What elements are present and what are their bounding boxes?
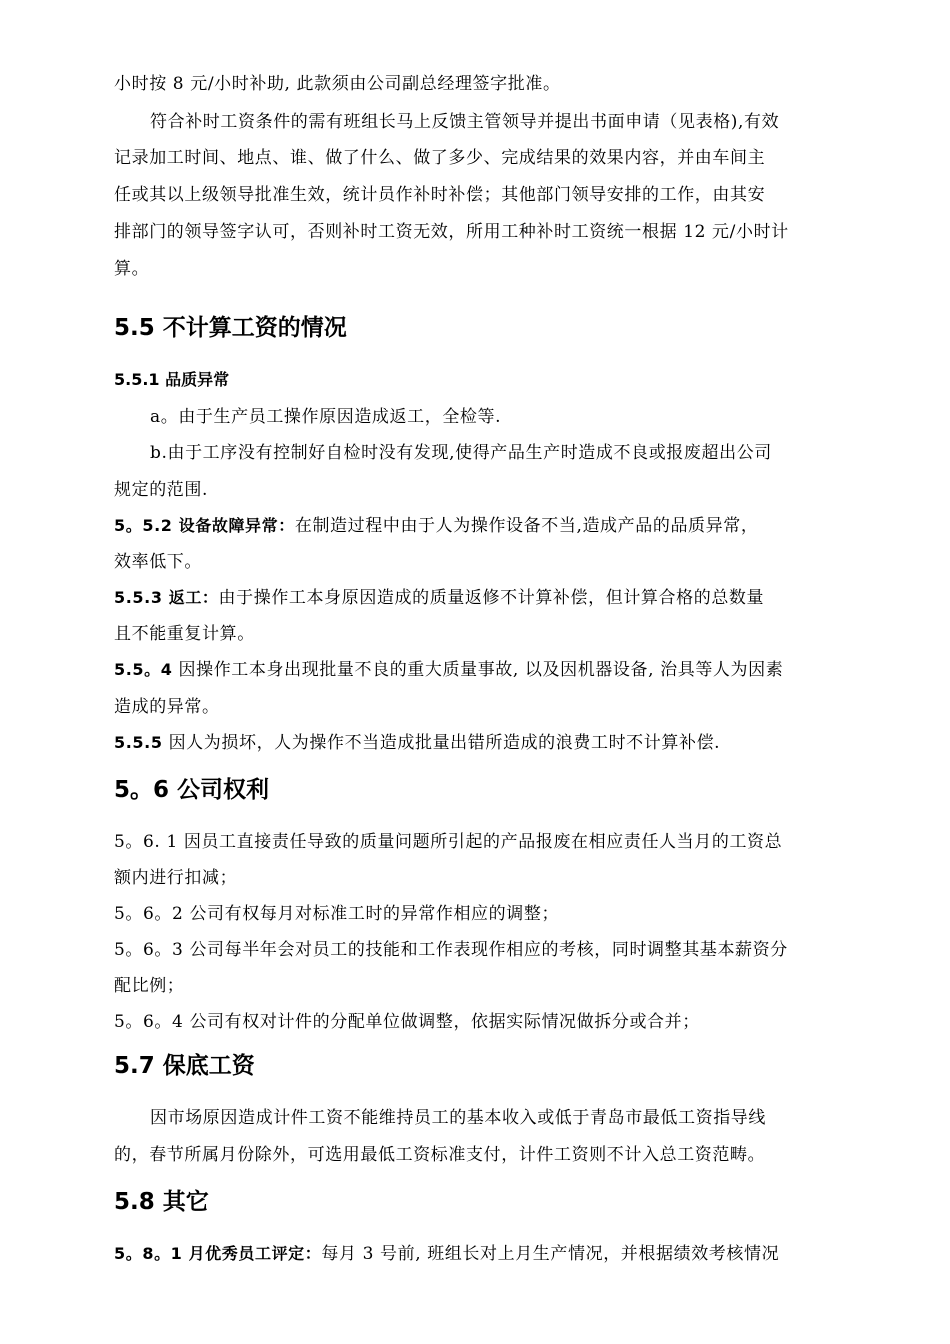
- subsection-5-8-1: 5。8。1 月优秀员工评定：每月 3 号前, 班组长对上月生产情况，并根据绩效考核情况: [114, 1244, 780, 1264]
- paragraph-line: 5。6. 1 因员工直接责任导致的质量问题所引起的产品报废在相应责任人当月的工资总: [114, 832, 783, 852]
- subsection-label: 5.5.3 返工：: [114, 588, 219, 607]
- subsection-5-5-5: 5.5.5 因人为损坏，人为操作不当造成批量出错所造成的浪费工时不计算补偿.: [114, 733, 721, 753]
- paragraph-line: 任或其以上级领导批准生效，统计员作补时补偿；其他部门领导安排的工作，由其安: [114, 185, 766, 205]
- paragraph-line: 且不能重复计算。: [114, 624, 255, 644]
- paragraph-line: 5。6。3 公司每半年会对员工的技能和工作表现作相应的考核，同时调整其基本薪资分: [114, 940, 788, 960]
- paragraph-line: 的，春节所属月份除外，可选用最低工资标准支付，计件工资则不计入总工资范畴。: [114, 1145, 766, 1165]
- paragraph-line: 5。6。4 公司有权对计件的分配单位做调整，依据实际情况做拆分或合并；: [114, 1012, 700, 1032]
- section-heading-5-5: 5.5 不计算工资的情况: [114, 315, 347, 341]
- paragraph-line: 额内进行扣减；: [114, 868, 238, 888]
- subsection-heading-5-5-1: 5.5.1 品质异常: [114, 370, 230, 389]
- section-heading-5-8: 5.8 其它: [114, 1189, 209, 1215]
- paragraph-line: 规定的范围.: [114, 480, 209, 500]
- section-heading-5-6: 5。6 公司权利: [114, 777, 270, 803]
- subsection-5-5-3: 5.5.3 返工：由于操作工本身原因造成的质量返修不计算补偿，但计算合格的总数量: [114, 588, 765, 608]
- paragraph-line: 排部门的领导签字认可，否则补时工资无效，所用工种补时工资统一根据 12 元/小时计: [114, 222, 789, 242]
- paragraph-line: 符合补时工资条件的需有班组长马上反馈主管领导并提出书面申请（见表格),有效: [150, 112, 780, 132]
- subsection-label: 5。5.2 设备故障异常：: [114, 516, 295, 535]
- section-heading-5-7: 5.7 保底工资: [114, 1053, 255, 1079]
- paragraph-line: 5。6。2 公司有权每月对标准工时的异常作相应的调整；: [114, 904, 560, 924]
- subsection-label: 5.5.5: [114, 733, 163, 752]
- paragraph-line: 记录加工时间、地点、谁、做了什么、做了多少、完成结果的效果内容，并由车间主: [114, 148, 766, 168]
- paragraph-line: 效率低下。: [114, 552, 202, 572]
- list-item: b.由于工序没有控制好自检时没有发现,使得产品生产时造成不良或报废超出公司: [150, 443, 772, 463]
- subsection-5-5-4: 5.5。4 因操作工本身出现批量不良的重大质量事故, 以及因机器设备, 治具等人为因素: [114, 660, 784, 680]
- subsection-label: 5.5。4: [114, 660, 173, 679]
- paragraph-line: 造成的异常。: [114, 697, 220, 717]
- list-item: a。由于生产员工操作原因造成返工，全检等.: [150, 407, 502, 427]
- paragraph-line: 配比例；: [114, 976, 185, 996]
- subsection-label: 5。8。1 月优秀员工评定：: [114, 1244, 322, 1263]
- subsection-5-5-2: 5。5.2 设备故障异常：在制造过程中由于人为操作设备不当,造成产品的品质异常，: [114, 516, 759, 536]
- paragraph-line: 小时按 8 元/小时补助, 此款须由公司副总经理签字批准。: [114, 74, 561, 94]
- paragraph-line: 算。: [114, 259, 150, 279]
- paragraph-line: 因市场原因造成计件工资不能维持员工的基本收入或低于青岛市最低工资指导线: [150, 1108, 766, 1128]
